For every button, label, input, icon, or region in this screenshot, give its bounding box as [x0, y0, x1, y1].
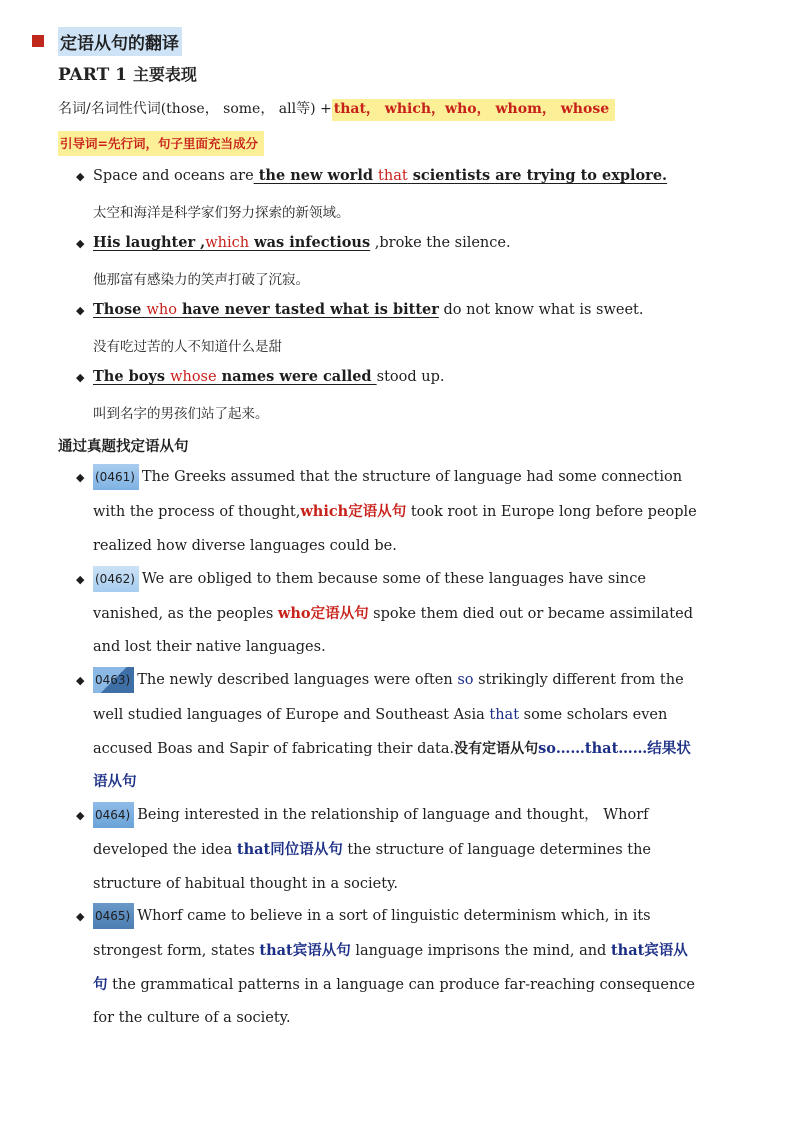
- question-0463-line-3: accused Boas and Sapir of fabricating their data.没有定语从句so……that……结果状: [93, 740, 691, 757]
- question-number-badge: (0462): [93, 566, 139, 592]
- page-title: 定语从句的翻译: [58, 27, 182, 56]
- example-translation-1: 太空和海洋是科学家们努力探索的新领域。: [93, 205, 350, 221]
- bullet-diamond-icon: ◆: [76, 371, 85, 384]
- question-0465-line-4: for the culture of a society.: [93, 1010, 291, 1026]
- example-translation-4: 叫到名字的男孩们站了起来。: [93, 406, 269, 422]
- bullet-diamond-icon: ◆: [76, 170, 85, 183]
- formula-line: [58, 96, 615, 122]
- rule-note: 引导词=先行词，句子里面充当成分: [58, 131, 264, 156]
- title-row: [32, 28, 182, 54]
- part-heading: [58, 62, 197, 85]
- bullet-diamond-icon: ◆: [76, 910, 85, 923]
- question-0463-line-2: well studied languages of Europe and Southeast Asia that some scholars even: [93, 707, 668, 723]
- bullet-diamond-icon: ◆: [76, 809, 85, 822]
- question-number-badge: 0463): [93, 667, 134, 693]
- question-0463-line-1: 0463) The newly described languages were often so strikingly different from the: [93, 667, 684, 693]
- question-0465-line-1: 0465) Whorf came to believe in a sort of linguistic determinism which, in its: [93, 903, 651, 929]
- question-0462-line-2: vanished, as the peoples who定语从句 spoke them died out or became assimilated: [93, 605, 693, 622]
- bullet-diamond-icon: ◆: [76, 237, 85, 250]
- example-translation-3: 没有吃过苦的人不知道什么是甜: [93, 339, 282, 355]
- question-0464-line-2: developed the idea that同位语从句 the structure of language determines the: [93, 841, 651, 858]
- question-0464-line-3: structure of habitual thought in a society.: [93, 876, 398, 892]
- formula-prefix: 名词/名词性代词(those， some， all等) +: [58, 101, 332, 117]
- bullet-diamond-icon: ◆: [76, 471, 85, 484]
- question-0464-line-1: 0464) Being interested in the relationship of language and thought， Whorf: [93, 802, 649, 828]
- bullet-diamond-icon: ◆: [76, 304, 85, 317]
- question-0462-line-3: and lost their native languages.: [93, 639, 326, 655]
- question-0465-line-2: strongest form, states that宾语从句 language imprisons the mind, and that宾语从: [93, 942, 688, 959]
- section-heading: 通过真题找定语从句: [58, 439, 189, 455]
- red-square-bullet-icon: [32, 35, 44, 47]
- part-title: 主要表现: [132, 65, 197, 84]
- example-translation-2: 他那富有感染力的笑声打破了沉寂。: [93, 272, 309, 288]
- relative-words-highlight: that， which，who， whom， whose: [332, 99, 615, 121]
- question-number-badge: (0461): [93, 464, 139, 490]
- example-sentence-2: His laughter ,which was infectious ,broke the silence.: [93, 234, 511, 251]
- example-sentence-4: The boys whose names were called stood up.: [93, 368, 445, 385]
- question-number-badge: 0464): [93, 802, 134, 828]
- question-0462-line-1: (0462) We are obliged to them because some of these languages have since: [93, 566, 646, 592]
- question-0463-line-4: 语从句: [93, 773, 137, 790]
- part-label: PART 1: [58, 65, 127, 85]
- question-number-badge: 0465): [93, 903, 134, 929]
- example-sentence-1: Space and oceans are the new world that scientists are trying to explore.: [93, 167, 668, 184]
- question-0465-line-3: 句 the grammatical patterns in a language can produce far-reaching consequence: [93, 976, 695, 993]
- question-0461-line-3: realized how diverse languages could be.: [93, 538, 397, 554]
- question-0461-line-1: (0461) The Greeks assumed that the structure of language had some connection: [93, 464, 682, 490]
- question-0461-line-2: with the process of thought,which定语从句 took root in Europe long before people: [93, 503, 697, 520]
- example-sentence-3: Those who have never tasted what is bitter do not know what is sweet.: [93, 301, 644, 318]
- bullet-diamond-icon: ◆: [76, 674, 85, 687]
- bullet-diamond-icon: ◆: [76, 573, 85, 586]
